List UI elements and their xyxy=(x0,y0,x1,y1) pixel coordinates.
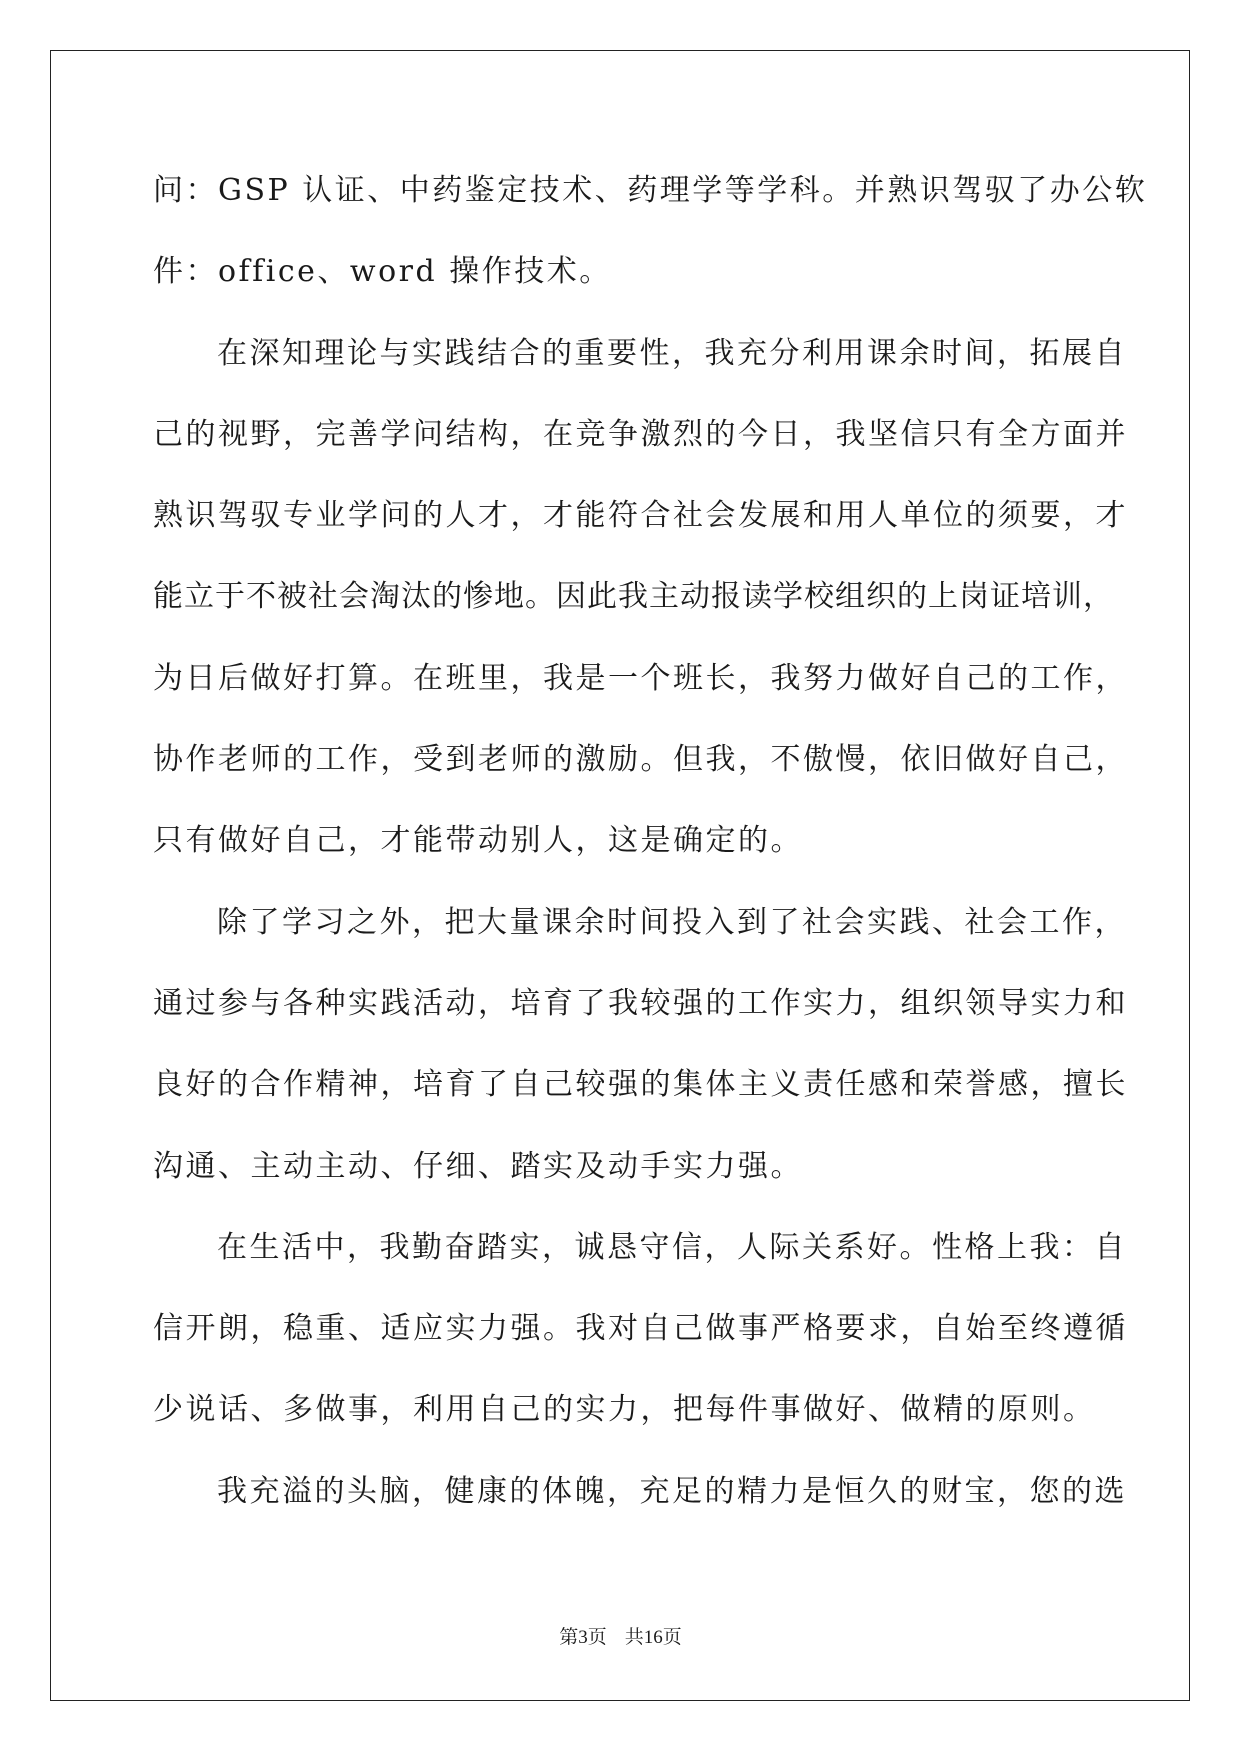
text-line: 只有做好自己，才能带动别人，这是确定的。 xyxy=(153,823,803,859)
page-number-total: 共16页 xyxy=(624,1627,682,1648)
page-footer xyxy=(0,1622,1241,1649)
paragraph-start-line: 在生活中，我勤奋踏实，诚恳守信，人际关系好。性格上我：自 xyxy=(217,1229,1127,1265)
page-number-current: 第3页 xyxy=(559,1627,607,1648)
text-line: 问：GSP 认证、中药鉴定技术、药理学等学科。并熟识驾驭了办公软 xyxy=(153,173,1148,208)
text-line: 少说话、多做事，利用自己的实力，把每件事做好、做精的原则。 xyxy=(153,1392,1096,1428)
text-line: 能立于不被社会淘汰的惨地。因此我主动报读学校组织的上岗证培训， xyxy=(153,579,1114,615)
paragraph-start-line: 在深知理论与实践结合的重要性，我充分利用课余时间，拓展自 xyxy=(217,335,1127,371)
text-line: 通过参与各种实践活动，培育了我较强的工作实力，组织领导实力和 xyxy=(153,985,1128,1021)
text-line: 良好的合作精神，培育了自己较强的集体主义责任感和荣誉感，擅长 xyxy=(153,1067,1128,1103)
text-line: 己的视野，完善学问结构，在竞争激烈的今日，我坚信只有全方面并 xyxy=(153,416,1128,452)
text-line: 协作老师的工作，受到老师的激励。但我，不傲慢，依旧做好自己， xyxy=(153,742,1128,778)
paragraph-start-line: 我充溢的头脑，健康的体魄，充足的精力是恒久的财宝，您的选 xyxy=(217,1473,1127,1509)
text-line: 为日后做好打算。在班里，我是一个班长，我努力做好自己的工作， xyxy=(153,660,1128,696)
paragraph-start-line: 除了学习之外，把大量课余时间投入到了社会实践、社会工作， xyxy=(217,904,1127,940)
text-line: 信开朗，稳重、适应实力强。我对自己做事严格要求，自始至终遵循 xyxy=(153,1311,1128,1347)
document-body xyxy=(153,165,1148,1547)
text-line: 熟识驾驭专业学问的人才，才能符合社会发展和用人单位的须要，才 xyxy=(153,498,1128,534)
text-line: 件：office、word 操作技术。 xyxy=(153,254,612,290)
text-line: 沟通、主动主动、仔细、踏实及动手实力强。 xyxy=(153,1148,803,1184)
